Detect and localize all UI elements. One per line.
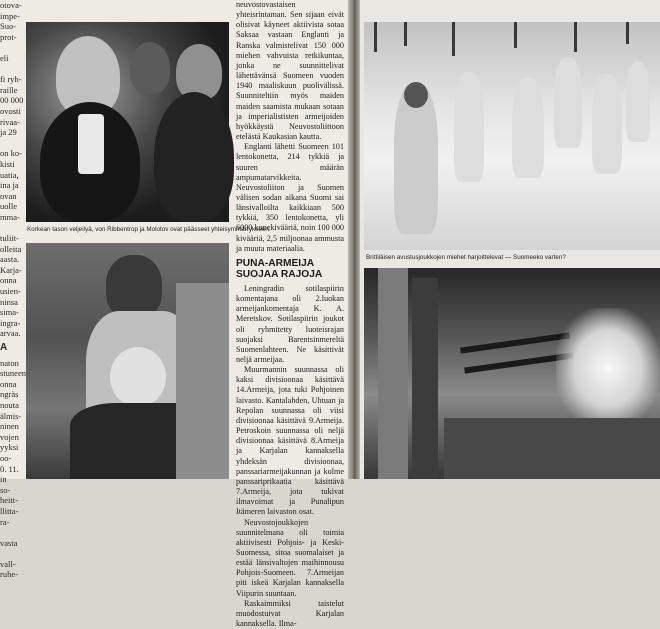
edge-text-line: otova- xyxy=(0,0,22,10)
photo-tree xyxy=(626,22,629,44)
edge-text-line xyxy=(0,222,20,233)
photo-soldier xyxy=(626,62,650,142)
article-paragraph: Neuvostojoukkojen suunnitelmana oli toimia aktiivisesti Pohjois- ja Keski-Suomessa, sitoa suomalaiset ja estää länsivaltojen maihinnousu Pohjois-Suomeen. 7.Armeijan piti iskeä Karjalan kannaksella Viipurin suuntaan. xyxy=(236,517,344,598)
edge-text-line: uolle xyxy=(0,201,17,212)
edge-text-line xyxy=(0,527,20,538)
article-paragraph: neuvostovastaisen yhteisrintaman. Sen sijaan eivät olisivat käyneet aktiivista sotaa Saksaa vastaan Englanti ja Ranska valmistelivat 150 000 miehen vahvuista retkikuntaa, jonka ne suunnittelivat lähettävänsä Suomeen vuoden 1940 maaliskuun puolivälissä. Suunniteltiin myös maiden maiden saamista mukaan sotaan ja imperialististen armeijoiden hyökkäystä Neuvostoliittoon etelästä Kaukasian kautta. xyxy=(236,0,344,142)
left-edge-text-column xyxy=(0,0,26,580)
photo-ribbentrop-molotov xyxy=(26,22,229,222)
photo-muzzle-smoke xyxy=(556,308,660,428)
edge-text-line: ruhe- xyxy=(0,569,18,580)
edge-text-line: ja 29 xyxy=(0,127,17,138)
edge-text-line: ngräs xyxy=(0,389,19,400)
edge-text-line: olleita xyxy=(0,243,22,254)
edge-text-line: vasta xyxy=(0,537,18,548)
edge-text-line: ra- xyxy=(0,516,10,527)
edge-text-line: in xyxy=(0,474,7,485)
article-paragraph: Muurmannin suunnassa oli kaksi divisioonaa käsittävä 14.Armeija, jota tuki Pohjoinen laivasto. Kantalahden, Uhtuan ja Repolan suunnassa oli viisi divisioonaa käsittävä 9.Armeija. Petroskoin suunnassa oli neljä divisioonaa käsittävä 8.Armeija ja Karjalan kannaksella yhdeksän divisioonaa, panssariarmeijakunnan ja kolme panssariprikaatia käsittävä 7.Armeija, jota tukivat ilmavoimat ja Punalipun Itämeren laivaston osat. xyxy=(236,365,344,517)
photo-soldier xyxy=(454,72,484,182)
article-paragraph: Leningradin sotilaspiirin komentajana oli 2.luokan armeijankomentaja K. A. Meretskov. Sotilaspiirin joukot oli ryhmitetty luoteisrajan suojaksi Barentsinmereltä Suomenlahteen. Ne käsittivät neljä armeijaa. xyxy=(236,283,344,364)
edge-text-line: Karja- xyxy=(0,264,22,275)
article-paragraph: Englanti lähetti Suomeen 101 lentokonetta, 214 tykkiä ja suuren määrän ampumatarvikkeita. Neuvostoliiton ja Suomen välisen sodan aikana Suomi sai länsivalloilta kaikkiaan 500 tykkiä, 350 lentokonetta, yli 6000 konekivääriä, noin 100 000 kivääriä, 2,5 miljoonaa ammusta ja muuta materiaalia. xyxy=(236,142,345,253)
edge-heading: A xyxy=(0,342,8,353)
edge-text-line: impe- xyxy=(0,10,20,21)
photo-foreground-head xyxy=(110,347,166,407)
edge-text-line: eli xyxy=(0,52,9,63)
edge-text-line: 00 000 xyxy=(0,95,24,106)
edge-text-line: ninen xyxy=(0,421,19,432)
edge-text-line: stuneen xyxy=(0,368,26,379)
photo-tree xyxy=(452,22,455,56)
photo-stalin-group xyxy=(26,243,229,479)
edge-text-block-2 xyxy=(0,357,26,580)
photo-tree xyxy=(574,22,577,52)
edge-text-line: arvaa. xyxy=(0,328,21,339)
edge-text-line: 0. 11. xyxy=(0,463,19,474)
edge-text-line: aasta. xyxy=(0,254,20,265)
edge-text-line: on ko- xyxy=(0,148,22,159)
edge-text-line: fi ryh- xyxy=(0,74,22,85)
edge-text-line xyxy=(0,548,20,559)
edge-text-line: Suo- xyxy=(0,21,17,32)
photo-soldier xyxy=(592,74,622,174)
edge-text-line: ina ja xyxy=(0,180,19,191)
photo-tree xyxy=(374,22,377,52)
edge-text-line xyxy=(0,42,20,53)
edge-text-line: uatia, xyxy=(0,169,19,180)
right-page xyxy=(360,0,660,479)
edge-text-line: so- xyxy=(0,484,11,495)
edge-text-line: ovosti xyxy=(0,105,21,116)
edge-text-line: oo- xyxy=(0,452,12,463)
edge-text-line xyxy=(0,138,20,149)
edge-text-line: prot- xyxy=(0,31,17,42)
article-paragraph: Raskaimmiksi taistelut muodostuivat Karjalan kannaksella. Ilma- xyxy=(236,598,344,629)
photo-ship-mast xyxy=(378,268,408,479)
edge-text-line: tuliit- xyxy=(0,233,19,244)
book-gutter xyxy=(348,0,360,479)
photo-ship-deck xyxy=(444,418,660,479)
photo-stalin-head xyxy=(106,255,162,319)
photo-caption: Korkean tason veljeilyä, von Ribbentrop ja Molotov ovat päässeet yhteisymmärrykseen. xyxy=(27,226,271,233)
edge-text-line: älmis- xyxy=(0,410,22,421)
edge-text-line: rivaa- xyxy=(0,116,20,127)
photo-caption: Brittiläisen avustusjoukkojen miehet harjoittelevat — Suomeeko varten? xyxy=(366,254,566,261)
edge-text-line xyxy=(0,64,20,75)
photo-ship-funnel xyxy=(412,278,438,479)
photo-figure-right-body xyxy=(154,92,234,222)
edge-text-line: llitta- xyxy=(0,505,19,516)
edge-text-line: onna xyxy=(0,378,17,389)
edge-text-line: mma- xyxy=(0,211,20,222)
photo-warship-guns xyxy=(364,268,660,479)
edge-text-line: raille xyxy=(0,84,18,95)
photo-tree xyxy=(404,22,407,46)
article-subheading: PUNA-ARMEIJA SUOJAA RAJOJA xyxy=(236,257,323,281)
photo-gun-barrel xyxy=(460,332,570,353)
edge-text-line: kisti xyxy=(0,158,15,169)
edge-text-line: usien- xyxy=(0,286,21,297)
edge-text-line: ninsa xyxy=(0,296,18,307)
edge-text-block-1 xyxy=(0,0,24,339)
edge-text-line: naton xyxy=(0,357,19,368)
photo-ski-troops xyxy=(364,22,660,250)
edge-text-line: vojen xyxy=(0,431,19,442)
photo-soldier-head xyxy=(404,82,428,108)
edge-text-line: ovan xyxy=(0,190,17,201)
photo-shirt-front xyxy=(78,114,104,174)
photo-background-wall xyxy=(176,283,229,479)
photo-figure-background-face xyxy=(130,42,170,94)
photo-soldier xyxy=(554,58,582,148)
edge-text-line: ingra- xyxy=(0,317,21,328)
edge-text-line: nouta xyxy=(0,399,19,410)
edge-text-line: vall- xyxy=(0,558,16,569)
edge-text-line: sima- xyxy=(0,307,19,318)
edge-text-line: heitt- xyxy=(0,495,18,506)
article-text-column xyxy=(236,0,345,629)
photo-tree xyxy=(514,22,517,48)
edge-text-line: yyksi xyxy=(0,442,19,453)
photo-soldier xyxy=(512,78,544,178)
edge-text-line: onna xyxy=(0,275,17,286)
